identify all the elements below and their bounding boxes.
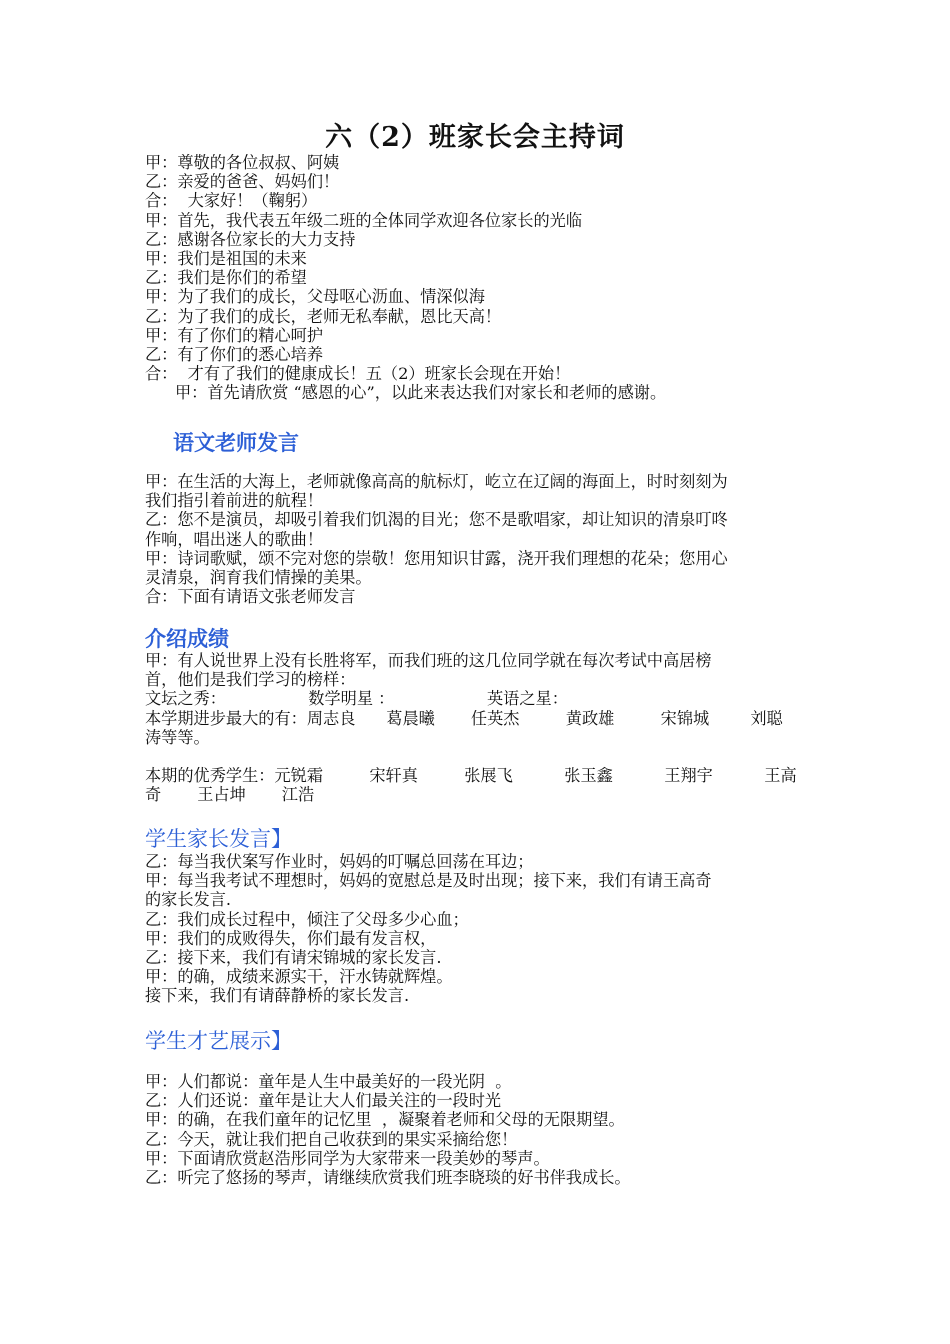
section-heading-parent-speech: 学生家长发言】	[145, 827, 292, 851]
dialogue-line: 乙：我们成长过程中，倾注了父母多少心血；	[145, 909, 469, 929]
section-parent-speech-text	[145, 852, 810, 1006]
dialogue-line: 甲：的确，成绩来源实干，汗水铸就辉煌。	[145, 967, 453, 987]
section-talent-show-text	[145, 1072, 810, 1187]
dialogue-line: 甲：在生活的大海上，老师就像高高的航标灯，屹立在辽阔的海面上，时时刻刻为	[145, 472, 728, 491]
dialogue-line: 甲：有了你们的精心呵护	[145, 325, 324, 345]
dialogue-line: 甲：下面请欣赏赵浩彤同学为大家带来一段美妙的琴声。	[145, 1148, 550, 1168]
section-heading-chinese-teacher: 语文老师发言	[173, 431, 299, 455]
dialogue-line: 甲：尊敬的各位叔叔、阿姨	[145, 153, 340, 172]
section-results-text	[145, 651, 810, 805]
dialogue-line: 乙：接下来，我们有请宋锦城的家长发言.	[145, 947, 442, 967]
dialogue-line: 乙：听完了悠扬的琴声，请继续欣赏我们班李晓琰的好书伴我成长。	[145, 1167, 631, 1187]
dialogue-line: 乙：今天，就让我们把自己收获到的果实采摘给您！	[145, 1129, 518, 1149]
dialogue-line: 乙：每当我伏案写作业时，妈妈的叮嘱总回荡在耳边；	[145, 852, 534, 871]
dialogue-line: 甲：诗词歌赋，颂不完对您的崇敬！您用知识甘露，浇开我们理想的花朵；您用心	[145, 548, 728, 568]
dialogue-line: 乙：为了我们的成长，老师无私奉献，恩比天高！	[145, 306, 502, 326]
dialogue-line: 甲：首先，我代表五年级二班的全体同学欢迎各位家长的光临	[145, 210, 583, 230]
dialogue-line: 甲：为了我们的成长，父母呕心沥血、情深似海	[145, 287, 485, 307]
dialogue-line: 甲：人们都说：童年是人生中最美好的一段光阴 。	[145, 1072, 512, 1091]
dialogue-line: 灵清泉，润育我们情操的美果。	[145, 567, 372, 587]
dialogue-line: 涛等等。	[145, 727, 210, 747]
dialogue-line: 作响，唱出迷人的歌曲！	[145, 529, 324, 549]
dialogue-line: 乙：亲爱的爸爸、妈妈们！	[145, 172, 340, 192]
dialogue-line: 接下来，我们有请薛静桥的家长发言.	[145, 986, 410, 1006]
dialogue-line: 甲：首先请欣赏 “感恩的心”，以此来表达我们对家长和老师的感谢。	[175, 383, 667, 403]
section-heading-talent-show: 学生才艺展示】	[145, 1029, 292, 1053]
dialogue-line: 甲：的确，在我们童年的记忆里 ，凝聚着老师和父母的无限期望。	[145, 1110, 625, 1130]
dialogue-line: 我们指引着前进的航程！	[145, 491, 324, 511]
dialogue-line: 本学期进步最大的有：周志良 葛晨曦 任英杰 黄政雄 宋锦城 刘聪	[145, 708, 783, 728]
dialogue-line: 乙：有了你们的悉心培养	[145, 344, 324, 364]
dialogue-line: 文坛之秀： 数学明星 ： 英语之星：	[145, 689, 568, 709]
dialogue-line: 本期的优秀学生：元锐霜 宋轩真 张展飞 张玉鑫 王翔宇 王高	[145, 766, 797, 786]
section-chinese-teacher-text	[145, 472, 810, 606]
dialogue-line: 甲：我们是祖国的未来	[145, 248, 307, 268]
dialogue-line: 合：下面有请语文张老师发言	[145, 587, 356, 607]
blank-line	[145, 747, 810, 766]
dialogue-line: 甲：每当我考试不理想时，妈妈的宽慰总是及时出现；接下来，我们有请王高奇	[145, 871, 712, 891]
dialogue-line: 乙：感谢各位家长的大力支持	[145, 229, 356, 249]
section-heading-results: 介绍成绩	[145, 627, 229, 651]
dialogue-line: 的家长发言.	[145, 890, 232, 910]
dialogue-line: 乙：您不是演员，却吸引着我们饥渴的目光；您不是歌唱家，却让知识的清泉叮咚	[145, 510, 728, 530]
dialogue-line: 合： 大家好！（鞠躬）	[145, 191, 318, 211]
dialogue-line: 甲：我们的成败得失，你们最有发言权，	[145, 928, 437, 948]
dialogue-line: 乙：我们是你们的希望	[145, 268, 307, 288]
dialogue-line: 甲：有人说世界上没有长胜将军，而我们班的这几位同学就在每次考试中高居榜	[145, 651, 712, 670]
dialogue-line: 首，他们是我们学习的榜样：	[145, 670, 356, 690]
dialogue-line: 奇 王占坤 江浩	[145, 785, 315, 805]
dialogue-line: 乙：人们还说：童年是让大人们最关注的一段时光	[145, 1091, 502, 1111]
opening-dialogue	[145, 153, 810, 402]
dialogue-line: 合： 才有了我们的健康成长！五（2）班家长会现在开始！	[145, 364, 571, 384]
document-title: 六（2）班家长会主持词	[325, 122, 625, 153]
